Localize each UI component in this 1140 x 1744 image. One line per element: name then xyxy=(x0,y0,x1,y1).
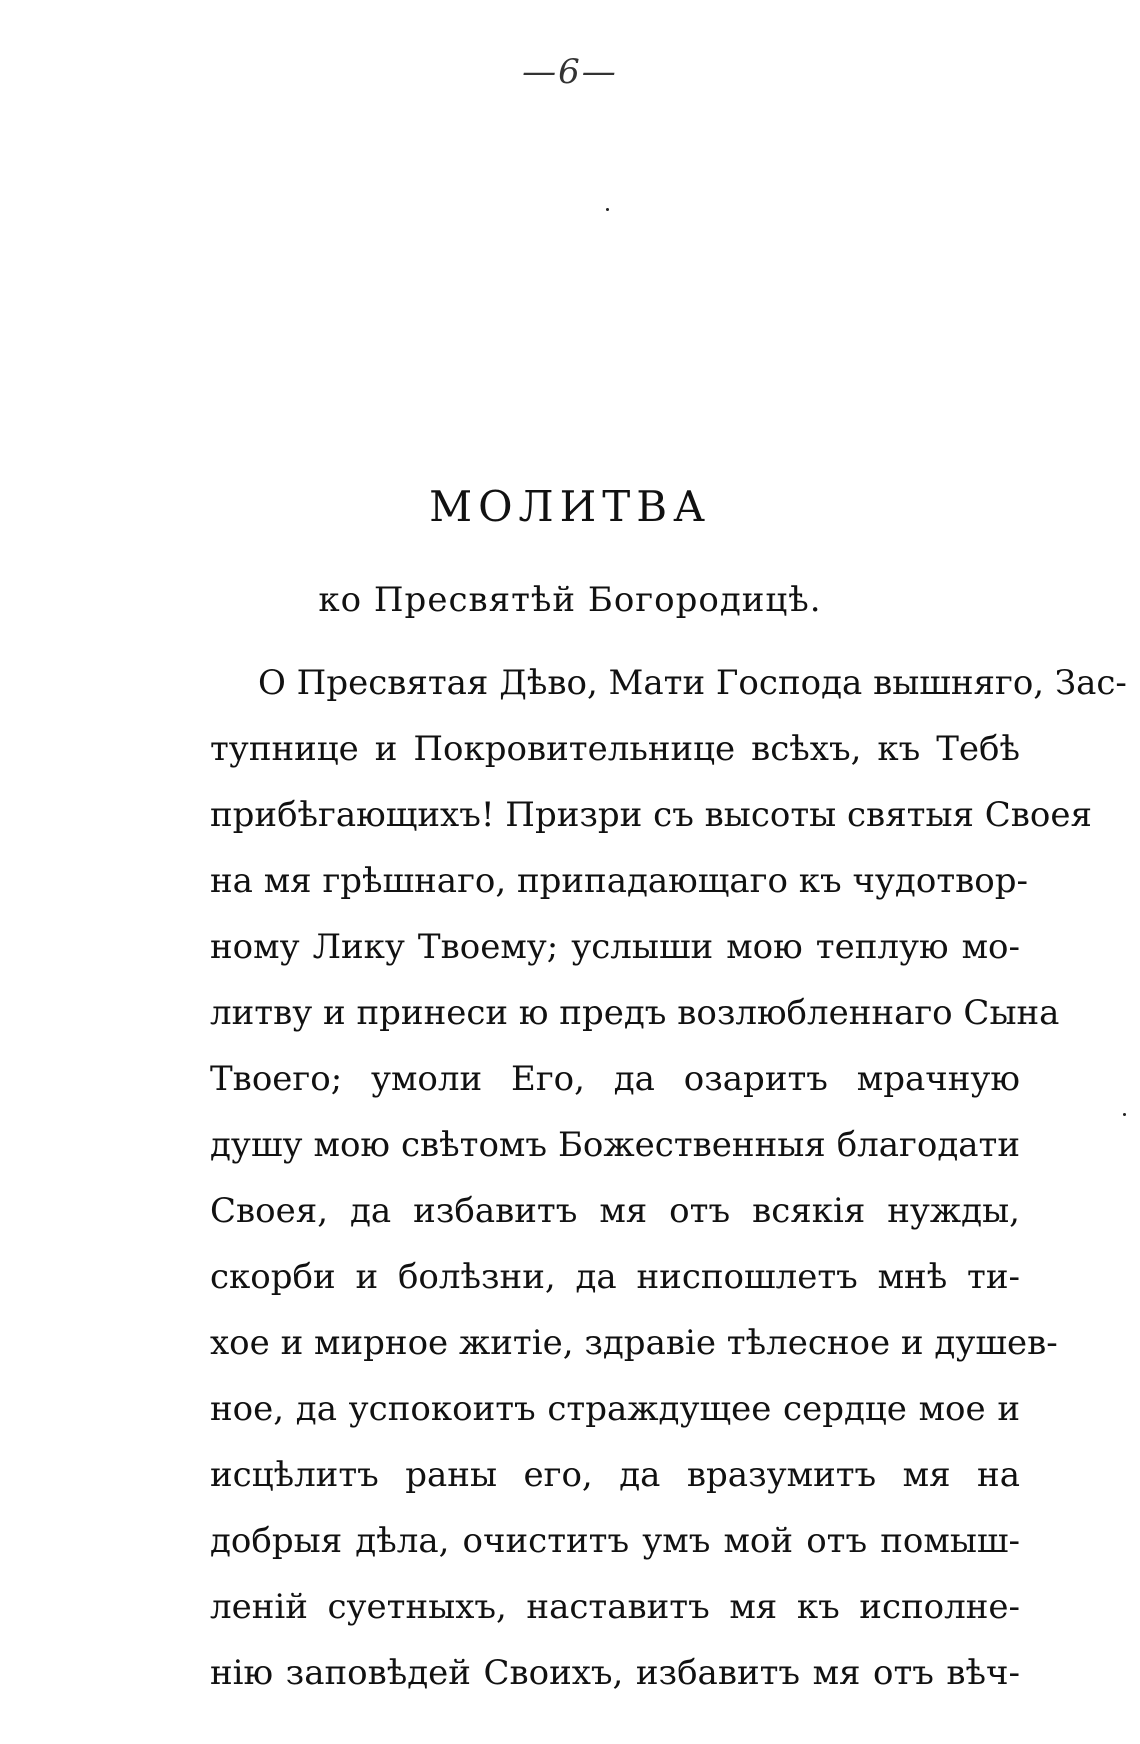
text-line: исцѣлитъ раны его, да вразумитъ мя на xyxy=(210,1455,1020,1495)
text-line: нію заповѣдей Своихъ, избавитъ мя отъ вѣч- xyxy=(210,1653,1020,1693)
page-number: —6— xyxy=(522,52,618,92)
text-line: скорби и болѣзни, да ниспошлетъ мнѣ ти- xyxy=(210,1257,1020,1297)
text-line: Твоего; умоли Его, да озаритъ мрачную xyxy=(210,1059,1020,1099)
text-line: прибѣгающихъ! Призри съ высоты святыя Своея xyxy=(210,795,1092,835)
print-speck xyxy=(1123,1113,1126,1116)
text-line: ному Лику Твоему; услыши мою теплую мо- xyxy=(210,927,1020,967)
text-line: добрыя дѣла, очиститъ умъ мой отъ помыш- xyxy=(210,1521,1020,1561)
prayer-title: МОЛИТВА xyxy=(429,482,711,531)
text-line: леній суетныхъ, наставитъ мя къ исполне- xyxy=(210,1587,1020,1627)
text-line: тупнице и Покровительнице всѣхъ, къ Тебѣ xyxy=(210,729,1020,769)
prayer-subtitle: ко Пресвятѣй Богородицѣ. xyxy=(318,580,822,620)
text-line: литву и принеси ю предъ возлюбленнаго Сына xyxy=(210,993,1060,1033)
text-line: О Пресвятая Дѣво, Мати Господа вышняго, Зас- xyxy=(258,663,1127,703)
prayer-body xyxy=(210,650,1127,1706)
text-line: хое и мирное житіе, здравіе тѣлесное и душев- xyxy=(210,1323,1058,1363)
text-line: Своея, да избавитъ мя отъ всякія нужды, xyxy=(210,1191,1020,1231)
text-line: душу мою свѣтомъ Божественныя благодати xyxy=(210,1125,1020,1165)
text-line: на мя грѣшнаго, припадающаго къ чудотвор- xyxy=(210,861,1029,901)
print-speck xyxy=(606,208,609,211)
text-line: ное, да успокоитъ страждущее сердце мое и xyxy=(210,1389,1020,1429)
